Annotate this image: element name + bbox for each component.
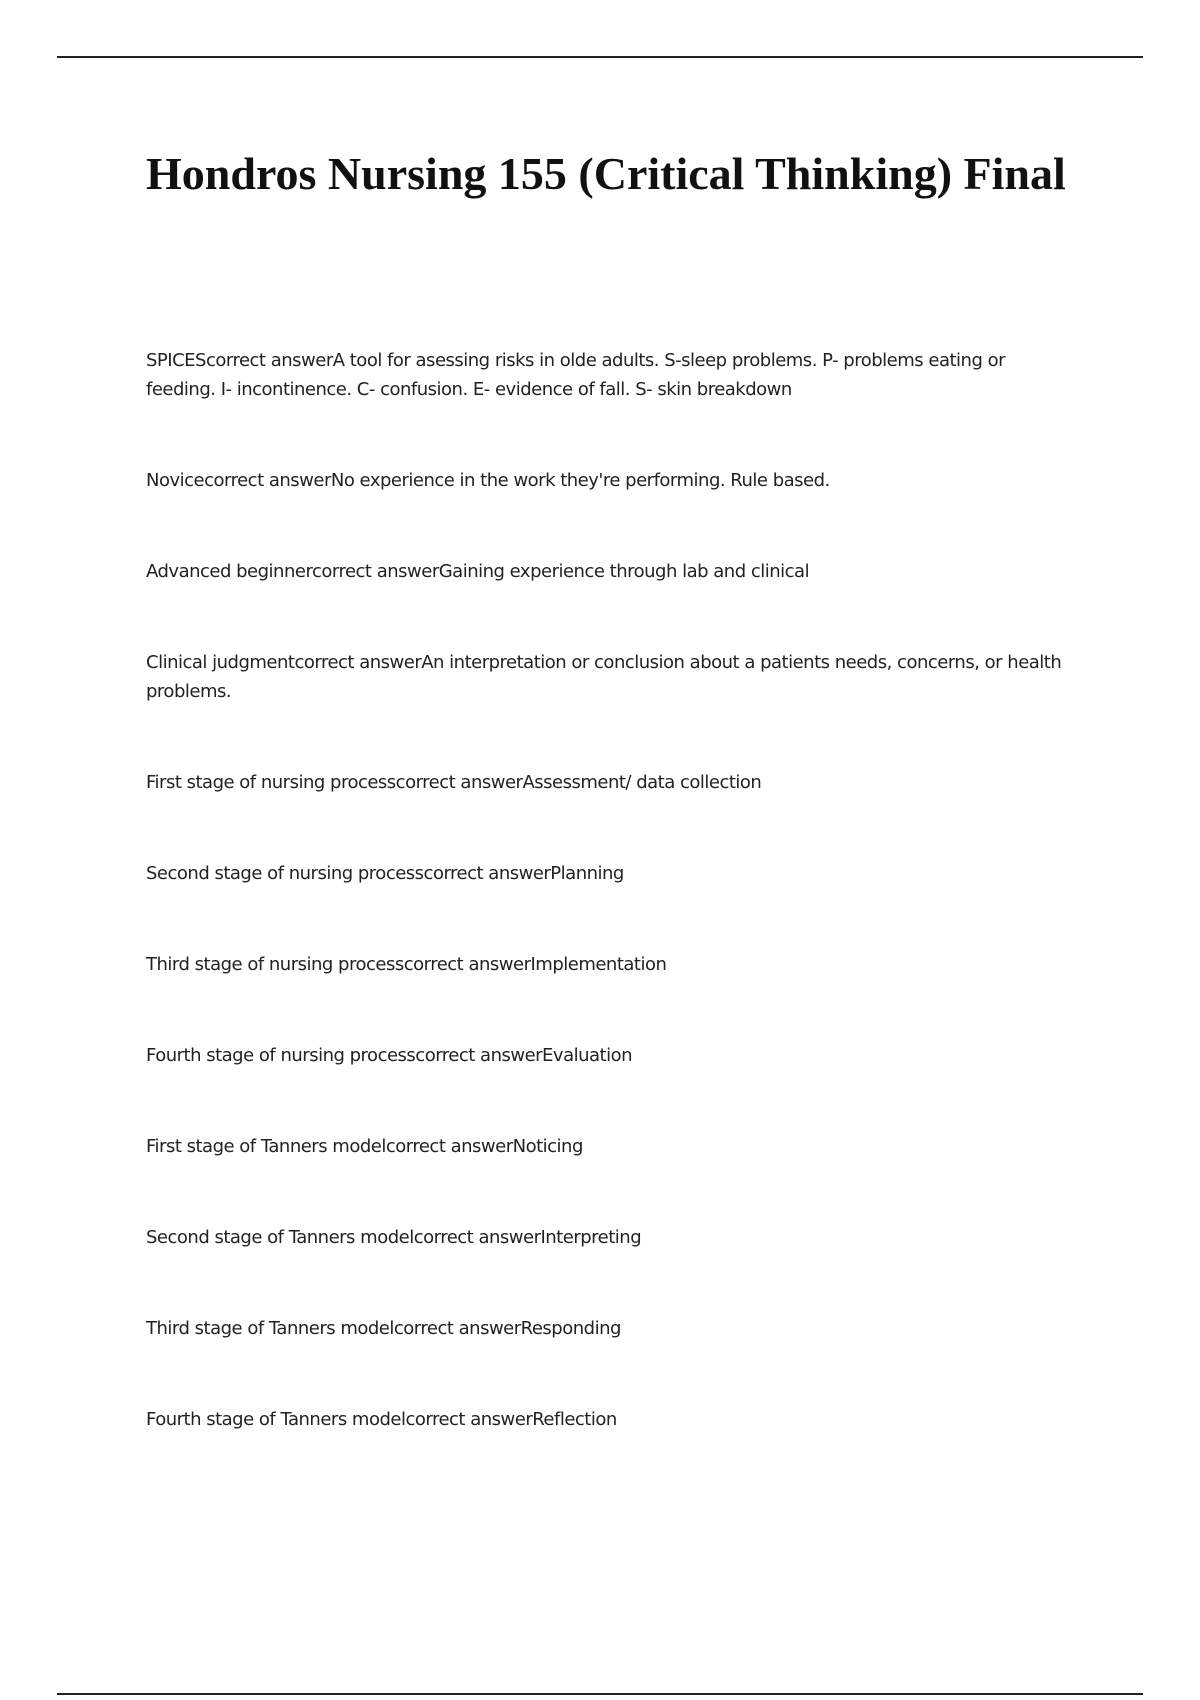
list-item: Second stage of nursing processcorrect answerPlanning <box>146 863 624 884</box>
flashcard-list <box>146 346 1066 1496</box>
list-item: Clinical judgmentcorrect answerAn interpretation or conclusion about a patients needs, concerns, or health problems. <box>146 652 1062 702</box>
list-item: Fourth stage of nursing processcorrect answerEvaluation <box>146 1045 633 1066</box>
list-item: Fourth stage of Tanners modelcorrect answerReflection <box>146 1409 617 1430</box>
list-item: Advanced beginnercorrect answerGaining experience through lab and clinical <box>146 561 810 582</box>
page-title: Hondros Nursing 155 (Critical Thinking) Final <box>146 148 1066 199</box>
list-item: First stage of nursing processcorrect answerAssessment/ data collection <box>146 772 762 793</box>
list-item: Novicecorrect answerNo experience in the work they're performing. Rule based. <box>146 470 830 491</box>
list-item: SPICEScorrect answerA tool for asessing risks in olde adults. S-sleep problems. P- problems eating or feeding. I- incontinence. C- confusion. E- evidence of fall. S- skin breakdown <box>146 350 1006 400</box>
list-item: Third stage of nursing processcorrect answerImplementation <box>146 954 667 975</box>
list-item: Second stage of Tanners modelcorrect answerInterpreting <box>146 1227 642 1248</box>
list-item: Third stage of Tanners modelcorrect answerResponding <box>146 1318 621 1339</box>
top-rule <box>57 56 1143 58</box>
bottom-rule <box>57 1693 1143 1695</box>
list-item: First stage of Tanners modelcorrect answerNoticing <box>146 1136 583 1157</box>
